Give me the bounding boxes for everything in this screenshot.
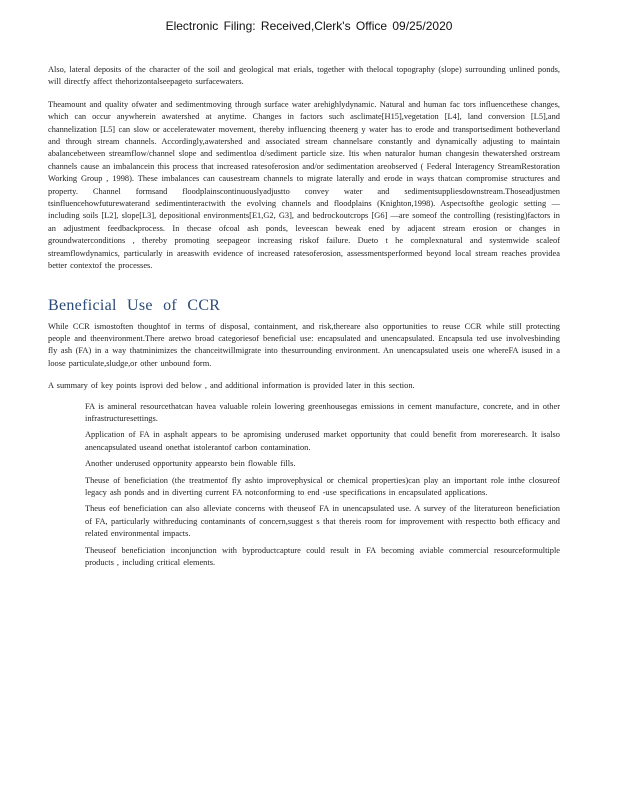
list-item-text: Another underused opportunity appearsto bein flowable fills.: [85, 459, 296, 469]
list-item: [48, 429, 560, 454]
list-item-text: Application of FA in asphalt appears to be apromising underused market opportunity that could benefit from moreresearch. It isalso anencapsulated useand onethat istolerantof carbon contamination.: [85, 430, 560, 452]
list-item: [48, 503, 560, 540]
section-intro: While CCR ismostoften thoughtof in terms of disposal, containment, and risk,thereare also opportunities to reuse CCR while still protecting people and theenvironment.There aretwo broad categoriesof beneficial use: encapsulated and unencapsulated. Encapsula ted use involvesbinding fly ash (FA) in a way thatminimizes the chanceitwillmigrate into thesurrounding environment. An unencapsulated useis one whereFA isused in a loose particulate,sludge,or other unbound form.: [48, 321, 560, 368]
paragraph-lateral-deposits: Also, lateral deposits of the character of the soil and geological mat erials, together with thelocal topography (slope) surrounding unlined ponds, will directfy affect thehorizontalseepageto surfacewaters.: [48, 65, 560, 87]
paragraph-water-sediment: Theamount and quality ofwater and sedimentmoving through surface water arehighlydynamic. Natural and human fac tors influencethese changes, which can occur anywherein awatershed at anytime. Changes in factors such asclimate[H15],vegetation [L4], land conversion [L5],and channelization [L5] can slow or acceleratewater movement, thereby influencing theenerg y water has to erode and transportsediment botheverland and through stream channels. Accordingly,awatershed and associated stream channelsare constantly and dynamically adjusting to maintain abalancebetween streamflow/channel slope and sedimentloa d/sediment particle size. Itis when naturalor human changesin thewatershed orstream channels cause an imbalancein this process that increased ratesoferosion and/or sedimentation areobserved ( Federal Interagency StreamRestoration Working Group , 1998). These imbalances can causestream channels to migrate laterally and erode in ways thatcan compromise structures and property. Channel formsand floodplainscontinuouslyadjustto convey water and sedimentsuppliesdownstream.Thoseadjustmen tsinfluencehowfuturewaterand sedimentinteractwith the evolving channels and floodplains (Knighton,1998). Aspectsofthe geologic setting —including soils [L2], slope[L3], depositional environments[E1,G2, G3], and bedrockoutcrops [G6] —are someof the controlling (resisting)factors in an adjustment feedbackprocess. In thecase ofcoal ash ponds, leveescan beweak ened by adjacent stream erosion or changes in groundwaterconditions , thereby promoting seepageor increasing riskof failure. Dueto t he complexnatural and systemwide scaleof streamflowdynamics, particularly in areaswith evidence of increased ratesoferosion, assessmentsperformed beyond local stream reaches providea better contextof the processes.: [48, 99, 560, 271]
list-item-text: Theuse of beneficiation (the treatmentof fly ashto improvephysical or chemical properties)can play an important role inthe closureof legacy ash ponds and in diverting current FA notconforming to end -use specifications in encapsulated applications.: [85, 475, 560, 497]
list-item: [48, 475, 560, 500]
document-body: [48, 64, 560, 573]
list-item: [48, 458, 560, 470]
list-item-text: Theuseof beneficiation inconjunction with byproductcapture could result in FA becoming aviable commercial resourceformultiple products , including critical elements.: [85, 545, 560, 567]
section-heading: Beneficial Use of CCR: [48, 296, 221, 314]
summary-paragraph: A summary of key points isprovi ded below , and additional information is provided later in this section.: [48, 381, 415, 391]
list-item: [48, 545, 560, 570]
list-item-text: FA is amineral resourcethatcan havea valuable rolein lowering greenhousegas emissions in cement manufacture, concrete, and in other infrastructuresettings.: [85, 401, 560, 423]
key-points-list: [48, 401, 560, 570]
list-item-text: Theus eof beneficiation can also alleviate concerns with theuseof FA in unencapsulated use. A survey of the literatureon beneficiation of FA, particularly withreducing contaminants of concern,suggest s that thereis room for improvement with respectto both efficacy and related environmental impacts.: [85, 504, 560, 539]
list-item: [48, 401, 560, 426]
filing-header: Electronic Filing: Received,Clerk's Office 09/25/2020: [165, 19, 453, 33]
